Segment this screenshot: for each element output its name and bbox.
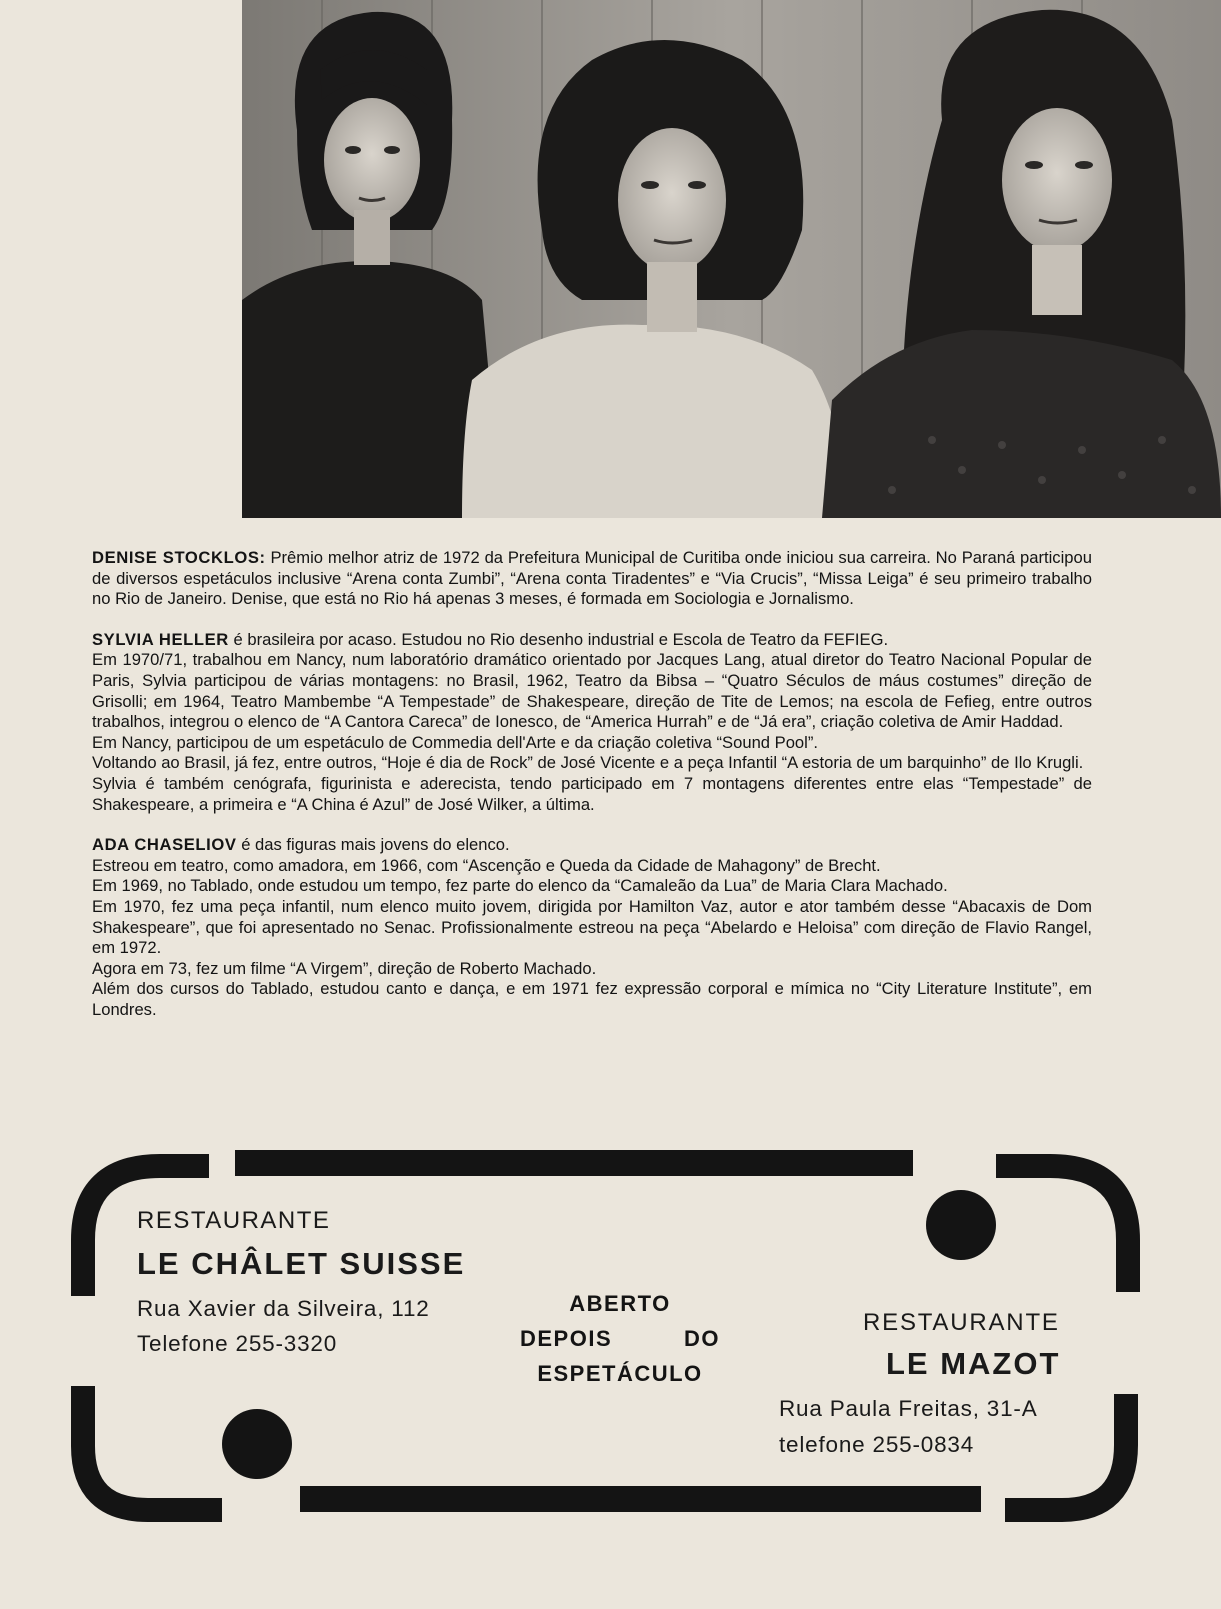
bio-text: Em 1969, no Tablado, onde estudou um tempo, fez parte do elenco da “Camaleão da Lua” de Maria Clara Machado. [92, 876, 948, 896]
bio-text: Em Nancy, participou de um espetáculo de Commedia dell'Arte e da criação coletiva “Sound Pool”. [92, 732, 818, 752]
le-mazot-name: LE MAZOT [886, 1346, 1061, 1381]
opening-notice-line: ABERTO [569, 1291, 671, 1316]
bio-name: SYLVIA HELLER [92, 629, 229, 649]
ad-top-bar [235, 1150, 913, 1176]
bio-text: Voltando ao Brasil, já fez, entre outros, “Hoje é dia de Rock” de José Vicente e a peça Infantil “A estoria de um barquinho” de Ilo Krugli. [92, 753, 1084, 773]
bio-text: Em 1970, fez uma peça infantil, num elenco muito jovem, dirigida por Hamilton Vaz, autor e ator também desse “Abacaxis de Dom Shakespeare”, que foi apresentado no Senac. Profissionalmente estreou na peça “Abelardo e Heloisa” com direção de Flavio Rangel, em 1972. [92, 896, 1092, 958]
chalet-suisse-label: RESTAURANTE [137, 1207, 331, 1234]
bio-name: DENISE STOCKLOS: [92, 548, 266, 567]
ad-dot-top-right [926, 1190, 996, 1260]
bio-text: Prêmio melhor atriz de 1972 da Prefeitura Municipal de Curitiba onde iniciou sua carreira. No Paraná participou de diversos espetáculos inclusive “Arena conta Zumbi”, “Arena conta Tiradentes” e “Via Crucis”, “Missa Leiga” é seu primeiro trabalho no Rio de Janeiro. Denise, que está no Rio há apenas 3 meses, é formada em Sociologia e Jornalismo. [92, 548, 1092, 609]
bio-text: é brasileira por acaso. Estudou no Rio desenho industrial e Escola de Teatro da FEFIEG. [233, 629, 889, 649]
ad-dot-bottom-left [222, 1409, 292, 1479]
bio-text: Agora em 73, fez um filme “A Virgem”, direção de Roberto Machado. [92, 958, 597, 978]
opening-notice-line: DEPOIS DO [520, 1326, 720, 1351]
bio-text: é das figuras mais jovens do elenco. [241, 835, 510, 855]
bio-text: Em 1970/71, trabalhou em Nancy, num laboratório dramático orientado por Jacques Lang, atual diretor do Teatro Nacional Popular de Paris, Sylvia participou de várias montagens: no Brasil, 1962, Teatro da Bibsa – “Quatro Séculos de máus costumes” direção de Grisolli; em 1964, Teatro Mambembe “A Tempestade” de Shakespeare, direção de Tite de Lemos; na escola de Fefieg, entre outros trabalhos, integrou o elenco de “A Cantora Careca” de Ionesco, de “America Hurrah” e de “Já era”, criação coletiva de Amir Haddad. [92, 650, 1092, 732]
le-mazot-label: RESTAURANTE [863, 1309, 1060, 1336]
opening-notice-line: ESPETÁCULO [537, 1361, 703, 1386]
bio-name: ADA CHASELIOV [92, 835, 237, 855]
le-mazot-phone: telefone 255-0834 [779, 1432, 975, 1457]
chalet-suisse-name: LE CHÂLET SUISSE [137, 1246, 466, 1281]
bio-text: Estreou em teatro, como amadora, em 1966, com “Ascenção e Queda da Cidade de Mahagony” de Brecht. [92, 855, 881, 875]
bio-text: Sylvia é também cenógrafa, figurinista e aderecista, tendo participado em 7 montagens diferentes entre elas “Tempestade” de Shakespeare, a primeira e “A China é Azul” de José Wilker, a última. [92, 773, 1092, 814]
bio-text: Além dos cursos do Tablado, estudou canto e dança, e em 1971 fez expressão corporal e mímica no “City Literature Institute”, em Londres. [92, 979, 1092, 1019]
ad-bottom-bar [300, 1486, 981, 1512]
opening-notice [520, 1286, 720, 1391]
chalet-suisse-address: Rua Xavier da Silveira, 112 [137, 1296, 430, 1321]
chalet-suisse-phone: Telefone 255-3320 [137, 1331, 338, 1356]
le-mazot-address: Rua Paula Freitas, 31-A [779, 1396, 1038, 1421]
